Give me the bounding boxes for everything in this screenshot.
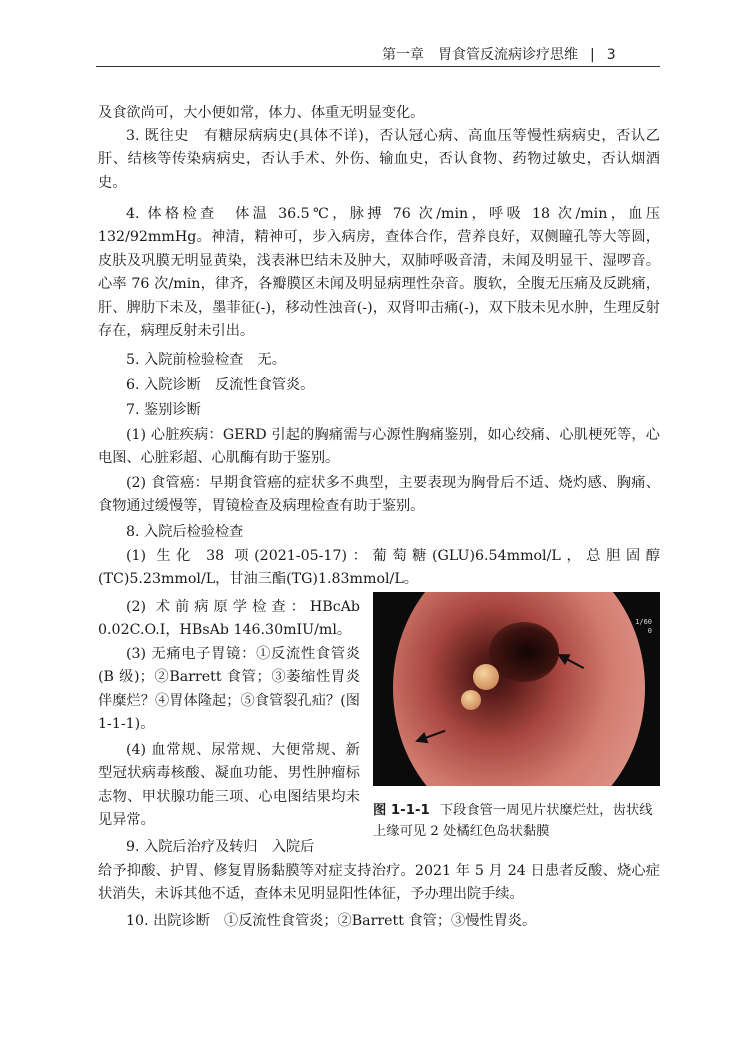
figure-caption-text: 下段食管一周见片状糜烂灶，齿状线上缘可见 2 处橘红色岛状黏膜 — [373, 803, 653, 839]
endoscopic-view — [393, 592, 645, 786]
paragraph-past-history: 3. 既往史 有糖尿病病史(具体不详)，否认冠心病、高血压等慢性病病史，否认乙肝、结核等传染病病史，否认手术、外伤、输血史，否认食物、药物过敏史，否认烟酒史。 — [98, 128, 660, 191]
figure-label: 图 1-1-1 — [373, 803, 430, 818]
endoscopy-image — [373, 592, 660, 786]
paragraph-differential-cancer: (2) 食管癌：早期食管癌的症状多不典型，主要表现为胸骨后不适、烧灼感、胸痛、食物通过缓慢等，胃镜检查及病理检查有助于鉴别。 — [98, 475, 660, 515]
paragraph-admission-diagnosis: 6. 入院诊断 反流性食管炎。 — [126, 377, 315, 393]
esophageal-lumen — [489, 622, 559, 682]
paragraph-gastroscopy: (3) 无痛电子胃镜：①反流性食管炎(B 级)；②Barrett 食管；③萎缩性胃炎伴糜烂？④胃体隆起；⑤食管裂孔疝？(图 1-1-1)。 — [98, 646, 360, 733]
paragraph-biochemistry: (1) 生化 38 项(2021-05-17)：葡萄糖(GLU)6.54mmol/L，总胆固醇(TC)5.23mmol/L，甘油三酯(TG)1.83mmol/L。 — [98, 548, 660, 588]
paragraph-discharge-diagnosis: 10. 出院诊断 ①反流性食管炎；②Barrett 食管；③慢性胃炎。 — [126, 913, 537, 929]
paragraph-treatment-start: 9. 入院后治疗及转归 入院后 — [126, 839, 315, 855]
paragraph-routine-tests: (4) 血常规、尿常规、大便常规、新型冠状病毒核酸、凝血功能、男性肿瘤标志物、甲状腺功能三项、心电图结果均未见异常。 — [98, 742, 360, 829]
running-header — [382, 44, 660, 64]
paragraph-appetite: 及食欲尚可，大小便如常，体力、体重无明显变化。 — [98, 105, 425, 121]
figure-caption — [373, 800, 663, 842]
paragraph-pathogen-test: (2) 术前病原学检查：HBcAb 0.02C.O.I，HBsAb 146.30mIU/ml。 — [98, 599, 360, 639]
mucosal-island-small — [461, 690, 481, 710]
chapter-title: 第一章 胃食管反流病诊疗思维 — [382, 47, 578, 63]
paragraph-pre-admission-tests: 5. 入院前检验检查 无。 — [126, 352, 286, 368]
mucosal-island — [473, 664, 499, 690]
paragraph-post-admission-heading: 8. 入院后检验检查 — [126, 524, 244, 540]
page-number: 3 — [606, 47, 616, 63]
header-rule — [96, 66, 660, 67]
scope-overlay-text: 1/60 0 — [635, 618, 652, 635]
header-separator: | — [590, 47, 595, 63]
paragraph-treatment-outcome: 给予抑酸、护胃、修复胃肠黏膜等对症支持治疗。2021 年 5 月 24 日患者反酸、烧心症状消失，未诉其他不适，查体未见明显阳性体征，予办理出院手续。 — [98, 863, 660, 903]
paragraph-differential-heart: (1) 心脏疾病：GERD 引起的胸痛需与心源性胸痛鉴别，如心绞痛、心肌梗死等，心电图、心脏彩超、心肌酶有助于鉴别。 — [98, 427, 660, 467]
paragraph-physical-exam: 4. 体格检查 体温 36.5℃，脉搏 76 次/min，呼吸 18 次/min，血压 132/92mmHg。神清，精神可，步入病房，查体合作，营养良好，双侧瞳孔等大等圆，皮肤及巩膜无明显黄染，浅表淋巴结未及肿大，双肺呼吸音清，未闻及明显干、湿啰音。心率 76 次/min，律齐，各瓣膜区未闻及明显病理性杂音。腹软，全腹无压痛及反跳痛，肝、脾肋下未及，墨菲征(-)，移动性浊音(-)，双肾叩击痛(-)，双下肢未见水肿，生理反射存在，病理反射未引出。 — [98, 206, 660, 340]
paragraph-differential-heading: 7. 鉴别诊断 — [126, 402, 201, 418]
